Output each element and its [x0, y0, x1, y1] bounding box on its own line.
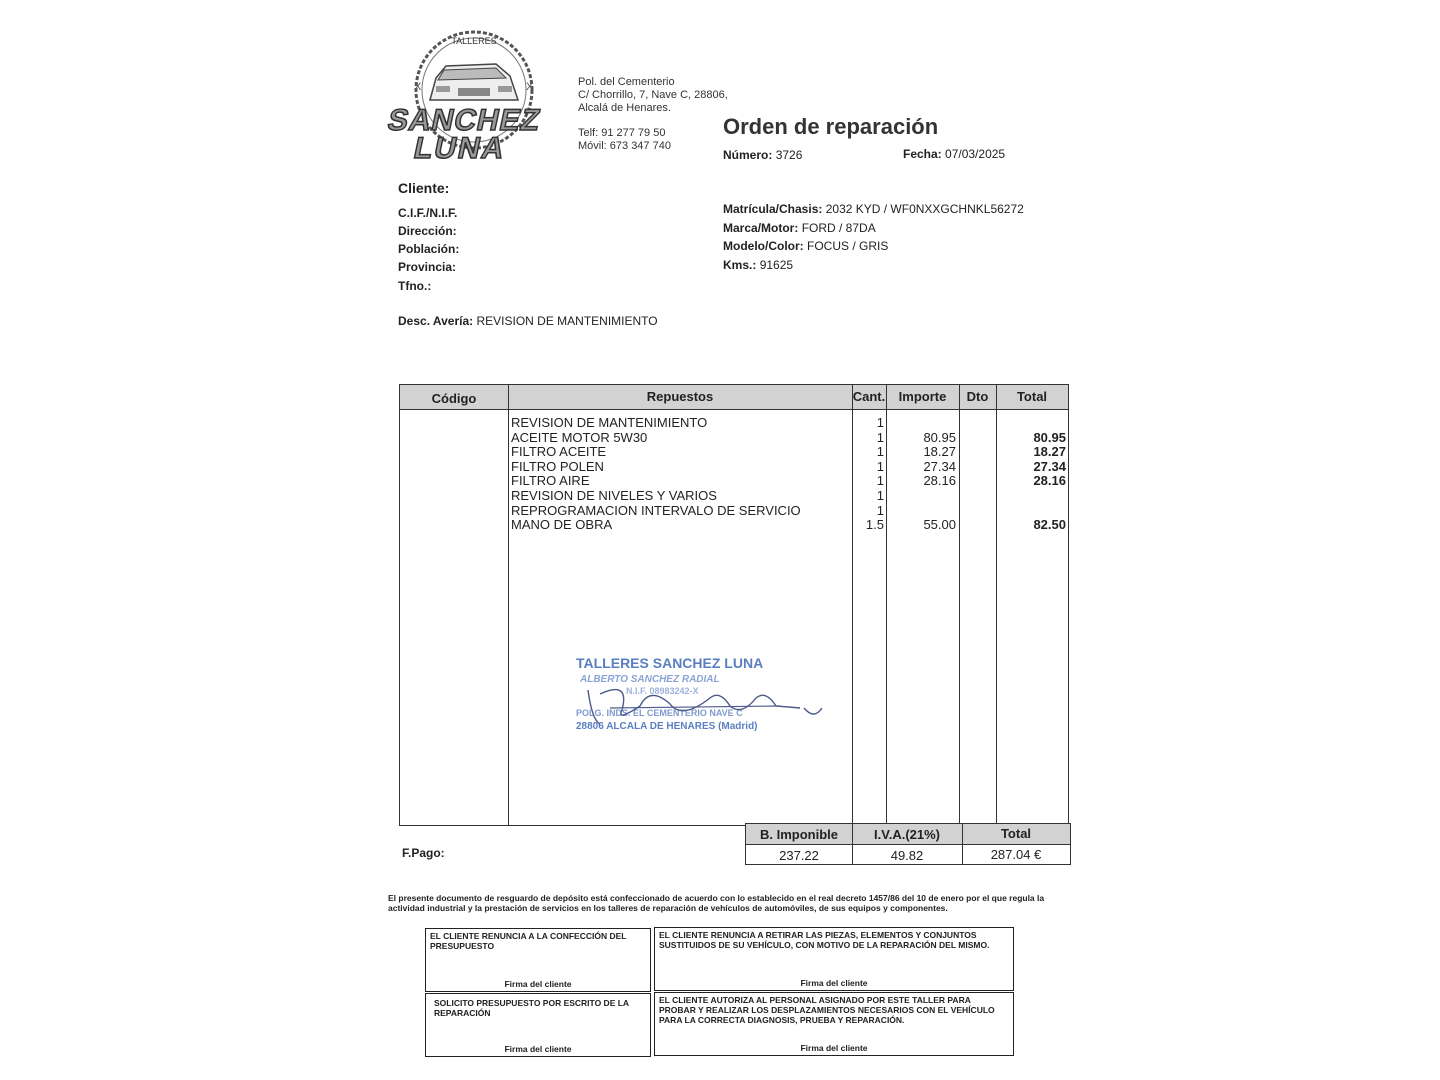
company-phones [578, 127, 671, 153]
company-address [578, 76, 728, 115]
table-row: FILTRO ACEITE 1 18.27 18.27 [511, 444, 1066, 460]
col-price: Importe [898, 389, 947, 404]
svg-text:X: X [526, 81, 534, 93]
consent-box-no-budget[interactable] [425, 928, 651, 992]
consent-box-test-drive[interactable] [654, 992, 1014, 1056]
order-number-label: Número: [723, 148, 773, 162]
vehicle-kms [723, 258, 793, 272]
table-row: REVISION DE MANTENIMIENTO 1 [511, 415, 884, 430]
company-mobile: Móvil: 673 347 740 [578, 140, 671, 152]
client-cif-label: C.I.F./N.I.F. [398, 206, 458, 220]
signature-label: Firma del cliente [504, 1044, 572, 1054]
svg-text:ALBERTO SANCHEZ RADIAL: ALBERTO SANCHEZ RADIAL [580, 674, 720, 685]
vat-value: 49.82 [890, 848, 924, 863]
payment-label: F.Pago: [402, 846, 445, 860]
table-row: FILTRO AIRE 1 28.16 28.16 [511, 473, 1066, 489]
items-table [399, 384, 1069, 826]
address-line: Pol. del Cementerio [578, 76, 675, 88]
total-label: Total [1000, 826, 1032, 841]
company-stamp [570, 650, 840, 740]
vehicle-make-label: Marca/Motor: [723, 221, 799, 235]
vat-label: I.V.A.(21%) [874, 827, 940, 842]
col-total: Total [1016, 389, 1048, 404]
order-date-label: Fecha: [903, 147, 942, 161]
legal-notice: El presente documento de resguardo de depósito está confeccionado de acuerdo con lo establecido en el real decreto 1457/86 del 10 de enero por el que regula la actividad industrial y la prestación de servicios en los talleres de reparación de vehículos de automóviles, de sus equipos y componentes. [388, 893, 1045, 913]
svg-text:POLG. INDS. EL CEMENTERIO NAVE: POLG. INDS. EL CEMENTERIO NAVE C [576, 708, 743, 718]
svg-text:LUNA: LUNA [410, 132, 510, 165]
client-city-label: Población: [398, 242, 460, 256]
order-date [903, 147, 1005, 161]
fault-label: Desc. Avería: [398, 314, 474, 328]
consent-box-parts[interactable] [654, 927, 1014, 991]
fault-text: REVISION DE MANTENIMIENTO [476, 314, 658, 328]
table-row: MANO DE OBRA 1.5 55.00 82.50 [511, 517, 1066, 533]
client-heading: Cliente: [398, 180, 450, 196]
vehicle-plate-value: 2032 KYD / WF0NXXGCHNKL56272 [825, 202, 1024, 216]
col-parts: Repuestos [646, 389, 714, 404]
client-address-label: Dirección: [398, 224, 457, 238]
client-province-label: Provincia: [398, 260, 457, 274]
page-title: Orden de reparación [723, 114, 939, 139]
signature-label: Firma del cliente [504, 979, 572, 989]
signature-label: Firma del cliente [800, 1043, 868, 1053]
base-value: 237.22 [779, 848, 819, 863]
col-qty: Cant. [852, 389, 886, 404]
vehicle-plate-label: Matrícula/Chasis: [723, 202, 823, 216]
vehicle-plate [723, 202, 1024, 216]
fault-description [398, 314, 658, 328]
vehicle-model-value: FOCUS / GRIS [807, 239, 889, 253]
vehicle-make [723, 221, 876, 235]
consent-text: EL CLIENTE AUTORIZA AL PERSONAL ASIGNADO POR ESTE TALLER PARA PROBAR Y REALIZAR LOS DESPLAZAMIENTOS NECESARIOS CON EL VEHÍCULO PARA LA CORRECTA DIAGNOSIS, PRUEBA Y REPARACIÓN. [659, 995, 995, 1025]
svg-text:TALLERES: TALLERES [451, 36, 497, 46]
client-phone-label: Tfno.: [398, 279, 432, 293]
table-row: REVISION DE NIVELES Y VARIOS 1 [511, 488, 884, 503]
table-row: FILTRO POLEN 1 27.34 27.34 [511, 458, 1066, 474]
company-phone: Telf: 91 277 79 50 [578, 127, 666, 139]
order-number-value: 3726 [775, 148, 803, 162]
svg-text:TALLERES SANCHEZ LUNA: TALLERES SANCHEZ LUNA [576, 655, 764, 671]
vehicle-model-label: Modelo/Color: [723, 239, 804, 253]
signature-label: Firma del cliente [800, 978, 868, 988]
consent-text: EL CLIENTE RENUNCIA A RETIRAR LAS PIEZAS, ELEMENTOS Y CONJUNTOS SUSTITUIDOS DE SU VEHÍCULO, CON MOTIVO DE LA REPARACIÓN DEL MISMO. [659, 930, 990, 950]
company-logo [378, 28, 564, 168]
svg-text:SANCHEZ: SANCHEZ [384, 104, 544, 137]
address-line: Alcalá de Henares. [578, 102, 671, 114]
svg-text:X: X [414, 81, 422, 93]
svg-text:28806 ALCALA DE HENARES (Madri: 28806 ALCALA DE HENARES (Madrid) [576, 721, 758, 732]
order-number [723, 148, 802, 162]
table-row: REPROGRAMACION INTERVALO DE SERVICIO 1 [511, 502, 884, 518]
order-date-value: 07/03/2025 [945, 147, 1006, 161]
vehicle-make-value: FORD / 87DA [801, 221, 876, 235]
base-label: B. Imponible [760, 827, 838, 842]
vehicle-kms-value: 91625 [759, 258, 794, 272]
svg-text:N.I.F. 08983242-X: N.I.F. 08983242-X [626, 686, 699, 696]
vehicle-model [723, 239, 888, 253]
consent-box-written-budget[interactable] [425, 993, 651, 1057]
table-row: ACEITE MOTOR 5W30 1 80.95 80.95 [511, 429, 1066, 445]
vehicle-kms-label: Kms.: [723, 258, 757, 272]
col-code: Código [431, 391, 477, 406]
total-value: 287.04 € [990, 847, 1042, 862]
consent-text: EL CLIENTE RENUNCIA A LA CONFECCIÓN DEL PRESUPUESTO [430, 931, 627, 951]
col-discount: Dto [966, 389, 989, 404]
address-line: C/ Chorrillo, 7, Nave C, 28806, [578, 89, 728, 101]
totals-box [745, 823, 1071, 865]
consent-text: SOLICITO PRESUPUESTO POR ESCRITO DE LA REPARACIÓN [434, 998, 629, 1018]
